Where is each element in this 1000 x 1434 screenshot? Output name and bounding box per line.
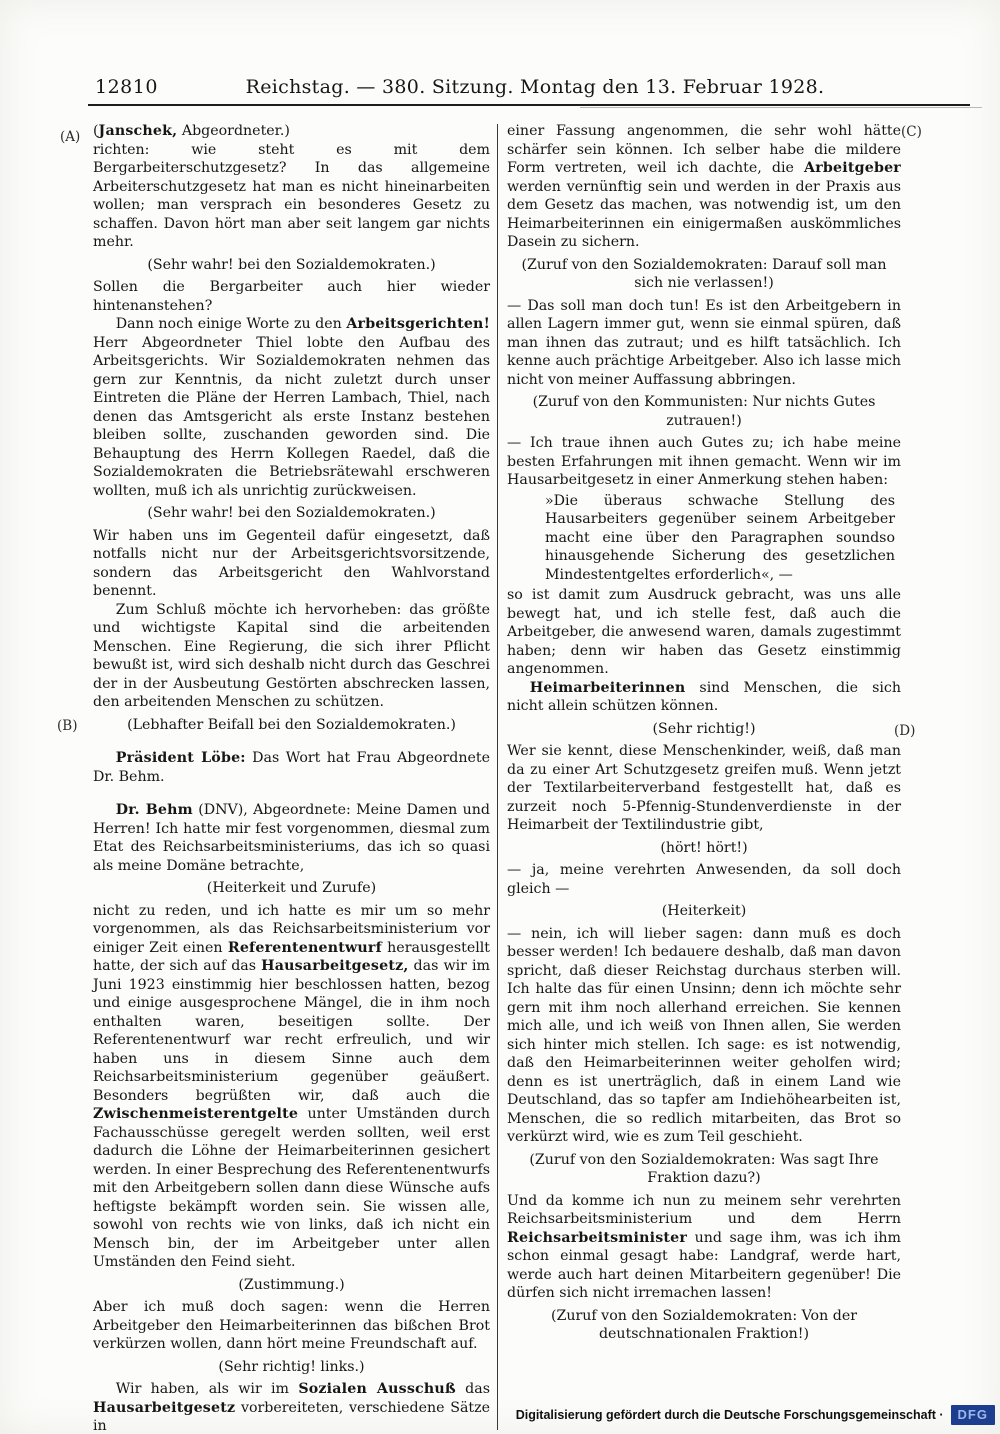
interjection: (Sehr richtig!) (652, 720, 756, 737)
interjection: (Zuruf von den Sozialdemokraten: Darauf soll man sich nie verlassen!) (521, 256, 887, 291)
page-number: 12810 (95, 76, 158, 98)
paragraph: einer Fassung angenommen, die sehr wohl hätte schärfer sein können. Ich selber habe die mildere Form vertreten, weil ich dachte, die Arbeitgeber werden vernünftig sein und werden in der Praxis aus dem Gesetz das machen, was notwendig ist, um den Heimarbeiterinnen ein einigermaßen auskömmliches Dasein zu sichern. (507, 123, 901, 250)
header-rule-dark (88, 104, 970, 106)
paragraph: — ja, meine verehrten Anwesenden, da soll doch gleich — (507, 862, 901, 897)
paragraph: Wir haben, als wir im Sozialen Ausschuß das Hausarbeitgesetz vorbereiteten, verschiedene Sätze in (93, 1381, 490, 1434)
speaker-paragraph: Präsident Löbe: Das Wort hat Frau Abgeordnete Dr. Behm. (93, 750, 490, 785)
paragraph: richten: wie steht es mit dem Bergarbeiterschutzgesetz? In das allgemeine Arbeiterschutzgesetz hat man es nicht hineinarbeiten wollen; man versprach ein besonderes Gesetz zu schaffen. Davon hört man aber seit langem gar nichts mehr. (93, 141, 490, 250)
paragraph: nicht zu reden, und ich hatte es mir um so mehr vorgenommen, als das Reichsarbeitsministerium vor einiger Zeit einen Referentenentwurf herausgestellt hatte, der sich auf das Hausarbeitgesetz, das wir im Juni 1923 einstimmig hier beschlossen hatten, bezog und einige ausgesprochene Mängel, die in ihm noch enthalten waren, beseitigen sollte. Der Referentenentwurf war recht erfreulich, und wir haben uns in diesem Sinne auch dem Reichsarbeitsministerium gegenüber geäußert. Besonders begrüßten wir, daß auch die Zwischenmeisterentgelte unter Umständen durch Fachausschüsse geregelt werden sollten, weil erst dadurch die Löhne der Heimarbeiterinnen gesichert werden. In einer Besprechung des Referentenentwurfs mit den Arbeitgebern sollen dann diese Wünsche aufs heftigste bekämpft worden sein. Sie wissen alle, sowohl von rechts wie von links, daß ich nicht ein Mensch bin, der im Arbeitgeber unter allen Umständen den Feind sieht. (93, 902, 490, 1270)
interjection: (hört! hört!) (660, 839, 748, 856)
interjection: (Sehr wahr! bei den Sozialdemokraten.) (147, 505, 436, 521)
footer-text: Digitalisierung gefördert durch die Deutsche Forschungsgemeinschaft · (515, 1408, 944, 1422)
interjection: (Zuruf von den Sozialdemokraten: Was sagt Ihre Fraktion dazu?) (529, 1151, 879, 1186)
interjection: (Sehr wahr! bei den Sozialdemokraten.) (147, 256, 436, 273)
paragraph: Wir haben uns im Gegenteil dafür eingesetzt, daß notfalls nicht nur der Arbeitsgerichtsvorsitzende, sondern das Arbeitsgericht den Wahlvorstand benennt. (93, 527, 490, 599)
paragraph: — Das soll man doch tun! Es ist den Arbeitgebern in allen Lagern immer gut, wenn sie einmal spüren, daß man ihnen das zutraut; und es hilft tatsächlich. Ich kenne auch prächtige Arbeitgeber. Also ich lasse mich nicht von meiner Auffassung abbringen. (507, 297, 901, 388)
paragraph: Dann noch einige Worte zu den Arbeitsgerichten! Herr Abgeordneter Thiel lobte den Aufbau des Arbeitsgerichts. Wir Sozialdemokraten nehmen das gern zur Kenntnis, da nicht zuletzt durch unser Eintreten die Pläne der Herren Lambach, Thiel, nach denen das Amtsgericht als erste Instanz bestehen bleiben sollte, zuschanden geworden sind. Die Behauptung des Herrn Kollegen Raedel, daß die Sozialdemokraten die Betriebsrätewahl erschweren wollten, muß ich als unrichtig zurückweisen. (93, 316, 490, 499)
two-column-text-area (0, 122, 1000, 1434)
column-divider (497, 124, 498, 1430)
paragraph: Und da komme ich nun zu meinem sehr verehrten Reichsarbeitsministerium und dem Herrn Reichsarbeitsminister und sage ihm, was ich ihm schon einmal gesagt habe: Landgraf, werde hart, werde auch hart deinen Mitarbeitern gegenüber! Die dürfen sich nicht irremachen lassen! (507, 1192, 901, 1301)
interjection: (Heiterkeit) (661, 903, 747, 919)
interjection: (Lebhafter Beifall bei den Sozialdemokraten.) (127, 716, 456, 733)
interjection: (Zustimmung.) (238, 1276, 345, 1293)
paragraph: Sollen die Bergarbeiter auch hier wieder hintenanstehen? (93, 279, 490, 314)
column-right (507, 122, 901, 1434)
column-marker-b: (B) (57, 718, 78, 734)
header-rule-light (580, 107, 982, 108)
column-marker-a: (A) (60, 129, 81, 145)
session-title: Reichstag. — 380. Sitzung. Montag den 13. Februar 1928. (245, 76, 825, 98)
speaker-paragraph: Dr. Behm (DNV), Abgeordnete: Meine Damen und Herren! Ich hatte mir fest vorgenommen, diesmal zum Etat des Reichsarbeitsministeriums, das ich so quasi als meine Domäne betrachte, (93, 802, 490, 874)
page-header (0, 76, 1000, 102)
paragraph: — Ich traue ihnen auch Gutes zu; ich habe meine besten Erfahrungen mit ihnen gemacht. Wenn wir im Hausarbeitgesetz in einer Anmerkung stehen haben: (507, 435, 901, 488)
digitization-footer (516, 1404, 997, 1426)
paragraph: Wer sie kennt, diese Menschenkinder, weiß, daß man da zu einer Art Schutzgesetz greifen muß. Wenn jetzt der Textilarbeiterverband festgestellt hat, daß es zurzeit noch 5-Pfennig-Stundenverdienste in der Heimarbeit der Textilindustrie gibt, (507, 743, 901, 833)
paragraph: Aber ich muß doch sagen: wenn die Herren Arbeitgeber den Heimarbeiterinnen das bißchen Brot verkürzen wollen, dann hört meine Freundschaft auf. (93, 1299, 490, 1352)
column-marker-c: (C) (901, 124, 922, 140)
interjection: (Zuruf von den Kommunisten: Nur nichts Gutes zutrauen!) (532, 394, 876, 429)
paragraph: so ist damit zum Ausdruck gebracht, was uns alle bewegt hat, und ich stelle fest, daß auch die Arbeitgeber, die anwesend waren, damals zugestimmt haben; denn wir haben das Gesetz einstimmig angenommen. (507, 587, 901, 677)
column-marker-d: (D) (894, 723, 916, 739)
dfg-logo: DFG (951, 1405, 995, 1425)
header-rule (88, 104, 982, 109)
paragraph: Heimarbeiterinnen sind Menschen, die sich nicht allein schützen können. (507, 679, 901, 714)
interjection: (Sehr richtig! links.) (218, 1358, 365, 1375)
paragraph: Zum Schluß möchte ich hervorheben: das größte und wichtigste Kapital sind die arbeitenden Menschen. Eine Regierung, die sich ihrer Pflicht bewußt ist, wird sich deshalb nicht durch das Geschrei der in der Ausbeutung Gestörten abschrecken lassen, den arbeitenden Menschen zu schützen. (93, 601, 490, 710)
quotation: »Die überaus schwache Stellung des Hausarbeiters gegenüber seinem Arbeitgeber macht eine über den Paragraphen soundso hinausgehende Sicherung des gesetzlichen Mindestentgeltes erforderlich«, — (545, 492, 895, 583)
paragraph: — nein, ich will lieber sagen: dann muß es doch besser werden! Ich bedauere deshalb, daß man davon spricht, daß dieser Reichstag durchaus sterben will. Ich halte das für einen Unsinn; denn ich möchte sehr gern mit ihm noch allerhand erreichen. Sie kennen mich alle, und ich weiß von Ihnen allen, Sie werden sich hinter mich stellen. Ich sage: es ist notwendig, daß den Heimarbeiterinnen weiter geholfen wird; denn es ist unerträglich, daß in einem Land wie Deutschland, das so tapfer am Indiehöhearbeiten ist, Menschen, die so redlich mitarbeiten, das Brot so verkürzt wird, wie es zum Teil geschieht. (507, 925, 901, 1145)
interjection: (Heiterkeit und Zurufe) (206, 880, 377, 896)
column-left (93, 122, 490, 1434)
paragraph: (Janschek, Abgeordneter.) (93, 123, 290, 139)
interjection: (Zuruf von den Sozialdemokraten: Von der deutschnationalen Fraktion!) (550, 1307, 858, 1342)
